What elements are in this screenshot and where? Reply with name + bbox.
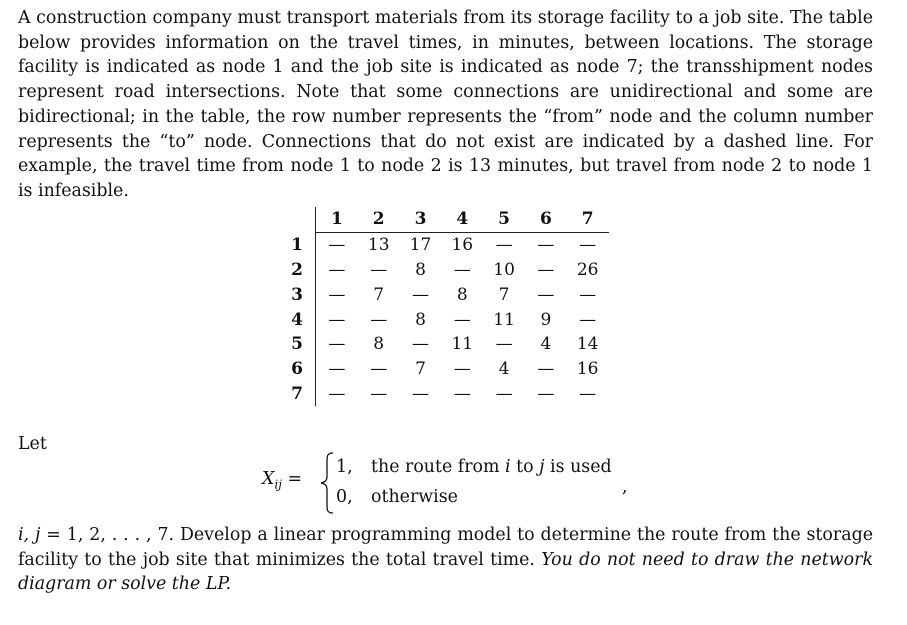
table-cell: 13 xyxy=(367,235,390,256)
variable-symbol xyxy=(262,469,302,491)
table-cell: — xyxy=(453,359,471,380)
row-header: 6 xyxy=(283,357,316,382)
table-cell: — xyxy=(453,383,471,404)
index-variables: i, j xyxy=(18,525,41,545)
table-row xyxy=(283,357,609,382)
row-header: 4 xyxy=(283,307,316,332)
index-j: j xyxy=(539,457,545,477)
table-cell: 8 xyxy=(456,284,468,305)
table-row xyxy=(283,332,609,357)
closing-text: = 1, 2, . . . , 7. Develop a linear programming model to determine the route from the storage facility to the job site that minimizes the total travel time. xyxy=(18,525,873,570)
travel-time-table xyxy=(283,207,609,406)
table-cell: 10 xyxy=(493,259,515,280)
table-cell: — xyxy=(537,359,555,380)
column-header: 1 xyxy=(316,207,358,232)
table-row xyxy=(283,382,609,407)
row-header: 7 xyxy=(283,382,316,407)
table-cell: 7 xyxy=(373,284,385,305)
table-cell: — xyxy=(495,334,513,355)
column-header: 6 xyxy=(525,207,567,232)
table-cell: — xyxy=(537,383,555,404)
table-row xyxy=(283,258,609,283)
table-cell: — xyxy=(579,309,597,330)
row-header: 5 xyxy=(283,332,316,357)
table-cell: — xyxy=(411,383,429,404)
table-cell: 17 xyxy=(409,235,432,256)
row-header: 3 xyxy=(283,282,316,307)
case-text: otherwise xyxy=(371,487,458,507)
table-row xyxy=(283,307,609,332)
table-cell: — xyxy=(411,284,429,305)
table-cell: 9 xyxy=(540,309,552,330)
table-row xyxy=(283,282,609,307)
left-brace-icon xyxy=(319,452,335,514)
column-header: 7 xyxy=(567,207,609,232)
table-cell: 8 xyxy=(415,309,426,330)
column-header: 5 xyxy=(483,207,525,232)
table-cell: — xyxy=(370,259,388,280)
table-cell: 7 xyxy=(498,284,510,305)
table-corner xyxy=(283,207,316,232)
table-cell: — xyxy=(328,334,346,355)
table-cell: — xyxy=(411,334,429,355)
table-cell: 16 xyxy=(451,235,474,256)
table-cell: 8 xyxy=(373,334,385,355)
table-cell: — xyxy=(328,309,346,330)
table-cell: 14 xyxy=(576,334,599,355)
table-cell: — xyxy=(579,235,597,256)
table-cell: — xyxy=(328,359,346,380)
table-cell: — xyxy=(328,235,346,256)
table-cell: — xyxy=(579,284,597,305)
table-cell: — xyxy=(328,259,346,280)
table-cell: 8 xyxy=(415,259,426,280)
column-header: 3 xyxy=(400,207,442,232)
table-row xyxy=(283,232,609,257)
table-cell: — xyxy=(328,383,346,404)
row-header: 1 xyxy=(283,232,316,257)
column-header: 2 xyxy=(358,207,400,232)
case-value: 1, xyxy=(336,457,353,477)
table-cell: — xyxy=(370,359,388,380)
formula-comma: , xyxy=(622,477,628,497)
table-cell: — xyxy=(495,235,513,256)
case-text: the route from xyxy=(371,457,506,477)
table-header-row xyxy=(283,207,609,232)
table-cell: — xyxy=(328,284,346,305)
table-cell: 4 xyxy=(540,334,552,355)
index-i: i xyxy=(505,457,511,477)
case-otherwise xyxy=(336,487,458,507)
closing-paragraph xyxy=(18,523,873,597)
table-cell: 11 xyxy=(493,309,515,330)
case-value: 0, xyxy=(336,487,353,507)
table-cell: 4 xyxy=(498,359,510,380)
closing-note: You do not need to draw the network diagram or solve the LP. xyxy=(18,549,873,595)
case-used xyxy=(336,457,612,477)
table-cell: 7 xyxy=(415,359,426,380)
intro-paragraph: A construction company must transport materials from its storage facility to a job site. The table below provides information on the travel times, in minutes, between locations. The storage facility is indicated as node 1 and the job site is indicated as node 7; the transshipment nodes represent road intersections. Note that some connections are unidirectional and some are bidirectional; in the table, the row number represents the “from” node and the column number represents the “to” node. Connections that do not exist are indicated by a dashed line. For example, the travel time from node 1 to node 2 is 13 minutes, but travel from node 2 to node 1 is infeasible. xyxy=(18,8,873,201)
table-cell: — xyxy=(495,383,513,404)
table-cell: — xyxy=(453,259,471,280)
table-cell: — xyxy=(537,284,555,305)
variable-subscript: ij xyxy=(274,477,282,492)
table-cell: 16 xyxy=(576,359,599,380)
let-label: Let xyxy=(18,434,47,454)
table-cell: — xyxy=(537,235,555,256)
equals-sign: = xyxy=(281,469,303,489)
case-text: is used xyxy=(544,457,612,477)
table-cell: — xyxy=(537,259,555,280)
variable-name: X xyxy=(262,469,275,489)
row-header: 2 xyxy=(283,258,316,283)
table-cell: — xyxy=(453,309,471,330)
table-cell: — xyxy=(579,383,597,404)
table-cell: — xyxy=(370,383,388,404)
table-cell: 26 xyxy=(576,259,599,280)
case-text: to xyxy=(510,457,540,477)
column-header: 4 xyxy=(441,207,483,232)
table-cell: — xyxy=(370,309,388,330)
table-cell: 11 xyxy=(451,334,474,355)
